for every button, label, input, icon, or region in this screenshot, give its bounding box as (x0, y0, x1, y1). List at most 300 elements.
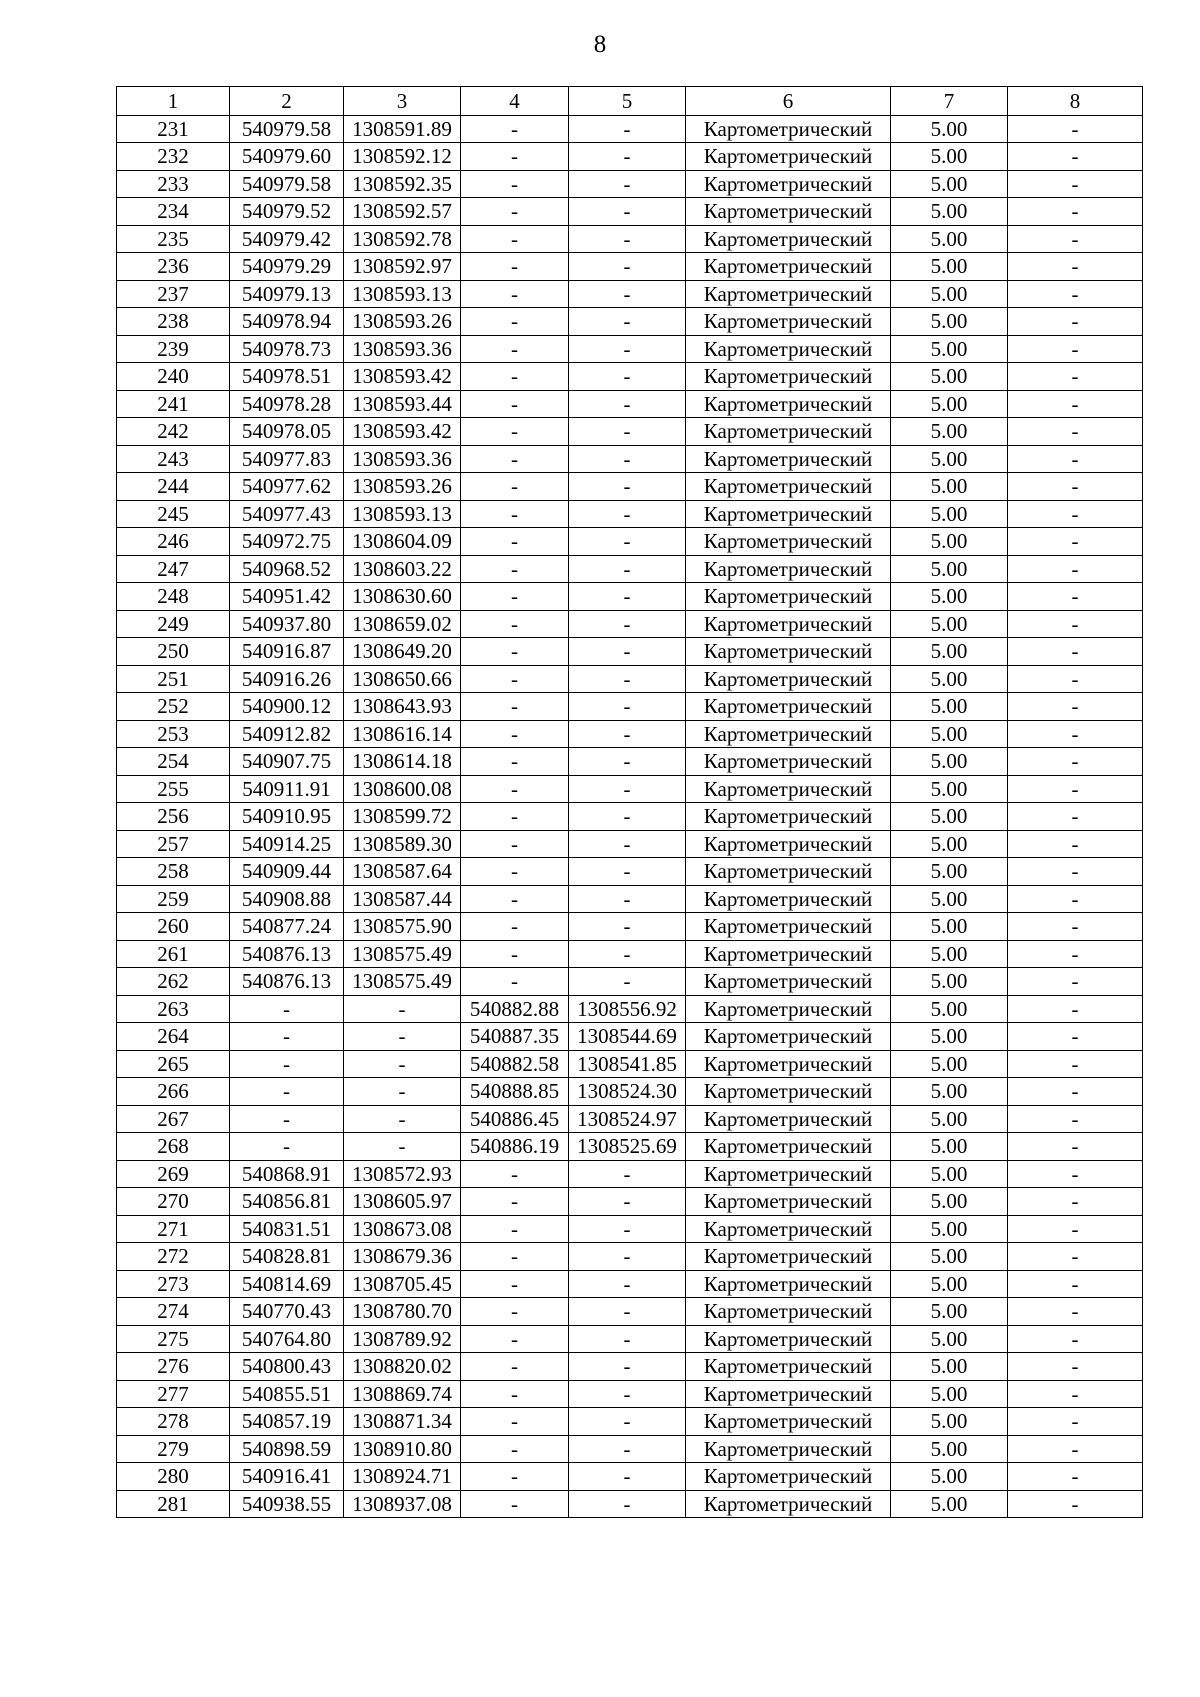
table-cell-col-2: 540978.28 (230, 390, 344, 418)
table-cell-col-6: Картометрический (686, 280, 891, 308)
table-cell-col-4: - (461, 968, 569, 996)
table-cell-col-6: Картометрический (686, 610, 891, 638)
table-cell-col-4: - (461, 830, 569, 858)
table-cell-col-4: - (461, 225, 569, 253)
table-cell-col-6: Картометрический (686, 968, 891, 996)
table-cell-col-7: 5.00 (891, 1215, 1008, 1243)
table-cell-col-8: - (1008, 528, 1143, 556)
table-cell-col-7: 5.00 (891, 803, 1008, 831)
table-cell-col-1: 259 (117, 885, 230, 913)
table-row (117, 775, 1143, 803)
table-cell-col-5: - (569, 693, 686, 721)
table-row (117, 1078, 1143, 1106)
table-cell-col-2: 540909.44 (230, 858, 344, 886)
table-cell-col-1: 235 (117, 225, 230, 253)
table-cell-col-4: 540886.45 (461, 1105, 569, 1133)
table-cell-col-2: 540977.62 (230, 473, 344, 501)
table-cell-col-4: - (461, 115, 569, 143)
table-cell-col-1: 236 (117, 253, 230, 281)
table-cell-col-1: 233 (117, 170, 230, 198)
table-row (117, 528, 1143, 556)
table-cell-col-7: 5.00 (891, 528, 1008, 556)
table-cell-col-6: Картометрический (686, 1160, 891, 1188)
table-row (117, 1188, 1143, 1216)
table-cell-col-6: Картометрический (686, 308, 891, 336)
table-cell-col-6: Картометрический (686, 500, 891, 528)
table-cell-col-8: - (1008, 445, 1143, 473)
table-cell-col-5: - (569, 115, 686, 143)
table-cell-col-2: 540916.26 (230, 665, 344, 693)
table-row (117, 445, 1143, 473)
table-cell-col-5: - (569, 1298, 686, 1326)
table-row (117, 1325, 1143, 1353)
table-cell-col-5: - (569, 885, 686, 913)
table-cell-col-3: 1308604.09 (344, 528, 461, 556)
table-cell-col-7: 5.00 (891, 1380, 1008, 1408)
table-cell-col-8: - (1008, 363, 1143, 391)
table-cell-col-8: - (1008, 500, 1143, 528)
table-cell-col-2: - (230, 995, 344, 1023)
table-row (117, 913, 1143, 941)
table-cell-col-7: 5.00 (891, 225, 1008, 253)
table-row (117, 1105, 1143, 1133)
table-cell-col-4: - (461, 1380, 569, 1408)
table-cell-col-6: Картометрический (686, 885, 891, 913)
table-row (117, 803, 1143, 831)
table-cell-col-1: 254 (117, 748, 230, 776)
table-cell-col-2: 540979.29 (230, 253, 344, 281)
table-cell-col-8: - (1008, 775, 1143, 803)
table-cell-col-4: - (461, 418, 569, 446)
table-cell-col-4: - (461, 555, 569, 583)
table-cell-col-2: 540764.80 (230, 1325, 344, 1353)
table-cell-col-6: Картометрический (686, 1243, 891, 1271)
table-row (117, 225, 1143, 253)
table-cell-col-8: - (1008, 1380, 1143, 1408)
table-cell-col-2: 540979.60 (230, 143, 344, 171)
table-cell-col-6: Картометрический (686, 1215, 891, 1243)
table-cell-col-6: Картометрический (686, 720, 891, 748)
table-cell-col-8: - (1008, 665, 1143, 693)
table-row (117, 885, 1143, 913)
table-cell-col-2: 540831.51 (230, 1215, 344, 1243)
table-row (117, 1435, 1143, 1463)
table-cell-col-3: - (344, 995, 461, 1023)
table-cell-col-5: - (569, 1380, 686, 1408)
table-cell-col-5: - (569, 638, 686, 666)
table-row (117, 253, 1143, 281)
table-row (117, 1243, 1143, 1271)
table-cell-col-7: 5.00 (891, 1188, 1008, 1216)
table-cell-col-7: 5.00 (891, 390, 1008, 418)
table-cell-col-4: - (461, 1435, 569, 1463)
table-cell-col-1: 232 (117, 143, 230, 171)
table-cell-col-1: 274 (117, 1298, 230, 1326)
table-cell-col-8: - (1008, 418, 1143, 446)
table-cell-col-3: - (344, 1133, 461, 1161)
table-cell-col-2: - (230, 1050, 344, 1078)
table-cell-col-6: Картометрический (686, 1353, 891, 1381)
table-cell-col-4: - (461, 253, 569, 281)
table-cell-col-6: Картометрический (686, 363, 891, 391)
table-cell-col-7: 5.00 (891, 1270, 1008, 1298)
table-row (117, 940, 1143, 968)
table-cell-col-1: 238 (117, 308, 230, 336)
table-cell-col-8: - (1008, 995, 1143, 1023)
table-cell-col-3: 1308593.13 (344, 280, 461, 308)
table-cell-col-4: - (461, 445, 569, 473)
table-cell-col-2: - (230, 1105, 344, 1133)
table-cell-col-5: 1308541.85 (569, 1050, 686, 1078)
table-cell-col-1: 267 (117, 1105, 230, 1133)
table-cell-col-4: - (461, 1188, 569, 1216)
column-header-2: 2 (230, 87, 344, 116)
table-cell-col-6: Картометрический (686, 995, 891, 1023)
table-cell-col-6: Картометрический (686, 115, 891, 143)
table-cell-col-4: - (461, 390, 569, 418)
table-cell-col-3: 1308593.26 (344, 308, 461, 336)
table-cell-col-3: 1308643.93 (344, 693, 461, 721)
table-cell-col-4: - (461, 748, 569, 776)
table-cell-col-6: Картометрический (686, 1133, 891, 1161)
table-cell-col-5: - (569, 1435, 686, 1463)
table-cell-col-2: 540868.91 (230, 1160, 344, 1188)
table-cell-col-4: 540882.88 (461, 995, 569, 1023)
table-cell-col-2: 540877.24 (230, 913, 344, 941)
table-cell-col-4: - (461, 583, 569, 611)
table-cell-col-7: 5.00 (891, 1435, 1008, 1463)
table-cell-col-5: - (569, 940, 686, 968)
table-cell-col-1: 262 (117, 968, 230, 996)
table-row (117, 390, 1143, 418)
table-cell-col-4: - (461, 1298, 569, 1326)
table-cell-col-1: 266 (117, 1078, 230, 1106)
table-cell-col-1: 279 (117, 1435, 230, 1463)
table-cell-col-4: - (461, 638, 569, 666)
table-row (117, 500, 1143, 528)
table-cell-col-8: - (1008, 1353, 1143, 1381)
table-cell-col-1: 270 (117, 1188, 230, 1216)
table-cell-col-1: 263 (117, 995, 230, 1023)
table-cell-col-7: 5.00 (891, 913, 1008, 941)
table-cell-col-4: - (461, 335, 569, 363)
table-cell-col-3: 1308575.90 (344, 913, 461, 941)
table-row (117, 693, 1143, 721)
table-cell-col-5: - (569, 363, 686, 391)
table-cell-col-3: 1308592.57 (344, 198, 461, 226)
table-cell-col-3: 1308587.44 (344, 885, 461, 913)
table-cell-col-2: 540907.75 (230, 748, 344, 776)
table-cell-col-5: 1308544.69 (569, 1023, 686, 1051)
table-cell-col-8: - (1008, 720, 1143, 748)
table-cell-col-4: - (461, 170, 569, 198)
table-cell-col-7: 5.00 (891, 665, 1008, 693)
table-row (117, 858, 1143, 886)
table-header (117, 87, 1143, 116)
table-cell-col-1: 277 (117, 1380, 230, 1408)
table-cell-col-1: 243 (117, 445, 230, 473)
table-cell-col-3: 1308603.22 (344, 555, 461, 583)
table-cell-col-6: Картометрический (686, 253, 891, 281)
table-cell-col-1: 252 (117, 693, 230, 721)
table-cell-col-5: - (569, 555, 686, 583)
column-header-3: 3 (344, 87, 461, 116)
table-cell-col-8: - (1008, 885, 1143, 913)
column-header-4: 4 (461, 87, 569, 116)
table-cell-col-2: 540900.12 (230, 693, 344, 721)
table-row (117, 1133, 1143, 1161)
table-cell-col-4: 540888.85 (461, 1078, 569, 1106)
table-cell-col-1: 265 (117, 1050, 230, 1078)
table-cell-col-8: - (1008, 1188, 1143, 1216)
table-cell-col-4: - (461, 610, 569, 638)
table-row (117, 335, 1143, 363)
table-cell-col-7: 5.00 (891, 418, 1008, 446)
table-row (117, 198, 1143, 226)
table-cell-col-7: 5.00 (891, 473, 1008, 501)
table-cell-col-3: - (344, 1078, 461, 1106)
table-cell-col-8: - (1008, 748, 1143, 776)
table-cell-col-6: Картометрический (686, 170, 891, 198)
table-cell-col-3: 1308599.72 (344, 803, 461, 831)
table-cell-col-2: 540968.52 (230, 555, 344, 583)
table-cell-col-6: Картометрический (686, 198, 891, 226)
table-cell-col-3: 1308593.26 (344, 473, 461, 501)
table-row (117, 665, 1143, 693)
table-cell-col-3: 1308705.45 (344, 1270, 461, 1298)
table-cell-col-7: 5.00 (891, 748, 1008, 776)
table-cell-col-5: - (569, 253, 686, 281)
table-row (117, 143, 1143, 171)
table-cell-col-7: 5.00 (891, 308, 1008, 336)
table-cell-col-2: 540828.81 (230, 1243, 344, 1271)
table-cell-col-7: 5.00 (891, 1243, 1008, 1271)
table-cell-col-6: Картометрический (686, 1078, 891, 1106)
table-cell-col-6: Картометрический (686, 1188, 891, 1216)
table-cell-col-3: 1308937.08 (344, 1490, 461, 1518)
table-cell-col-6: Картометрический (686, 1463, 891, 1491)
table-cell-col-7: 5.00 (891, 280, 1008, 308)
table-cell-col-6: Картометрический (686, 913, 891, 941)
table-cell-col-8: - (1008, 1078, 1143, 1106)
table-cell-col-8: - (1008, 473, 1143, 501)
table-cell-col-5: - (569, 610, 686, 638)
table-cell-col-3: 1308592.78 (344, 225, 461, 253)
table-cell-col-7: 5.00 (891, 995, 1008, 1023)
table-cell-col-4: 540887.35 (461, 1023, 569, 1051)
table-row (117, 1490, 1143, 1518)
table-cell-col-1: 268 (117, 1133, 230, 1161)
table-cell-col-5: - (569, 1243, 686, 1271)
table-cell-col-4: - (461, 143, 569, 171)
table-row (117, 720, 1143, 748)
table-row (117, 1050, 1143, 1078)
table-cell-col-1: 255 (117, 775, 230, 803)
table-cell-col-8: - (1008, 1408, 1143, 1436)
table-cell-col-8: - (1008, 858, 1143, 886)
table-cell-col-7: 5.00 (891, 885, 1008, 913)
table-cell-col-1: 248 (117, 583, 230, 611)
table-cell-col-6: Картометрический (686, 225, 891, 253)
table-cell-col-4: - (461, 528, 569, 556)
table-cell-col-8: - (1008, 1298, 1143, 1326)
table-cell-col-1: 276 (117, 1353, 230, 1381)
table-row (117, 473, 1143, 501)
table-cell-col-6: Картометрический (686, 638, 891, 666)
table-cell-col-5: 1308524.30 (569, 1078, 686, 1106)
table-cell-col-4: - (461, 500, 569, 528)
table-row (117, 748, 1143, 776)
table-cell-col-5: - (569, 1270, 686, 1298)
table-cell-col-7: 5.00 (891, 1325, 1008, 1353)
table-row (117, 610, 1143, 638)
table-cell-col-8: - (1008, 390, 1143, 418)
table-cell-col-8: - (1008, 693, 1143, 721)
table-cell-col-3: 1308789.92 (344, 1325, 461, 1353)
table-cell-col-7: 5.00 (891, 638, 1008, 666)
table-cell-col-3: 1308592.12 (344, 143, 461, 171)
table-row (117, 170, 1143, 198)
table-cell-col-3: 1308592.35 (344, 170, 461, 198)
table-cell-col-6: Картометрический (686, 1490, 891, 1518)
table-cell-col-6: Картометрический (686, 1408, 891, 1436)
table-row (117, 1215, 1143, 1243)
table-cell-col-6: Картометрический (686, 390, 891, 418)
table-cell-col-3: 1308589.30 (344, 830, 461, 858)
table-cell-col-3: 1308820.02 (344, 1353, 461, 1381)
table-row (117, 1380, 1143, 1408)
table-cell-col-1: 260 (117, 913, 230, 941)
table-cell-col-1: 245 (117, 500, 230, 528)
table-cell-col-6: Картометрический (686, 693, 891, 721)
table-row (117, 638, 1143, 666)
table-cell-col-3: 1308593.42 (344, 418, 461, 446)
table-cell-col-2: 540800.43 (230, 1353, 344, 1381)
table-cell-col-1: 246 (117, 528, 230, 556)
table-cell-col-5: - (569, 528, 686, 556)
table-cell-col-4: - (461, 1463, 569, 1491)
table-cell-col-8: - (1008, 1270, 1143, 1298)
table-cell-col-2: 540978.73 (230, 335, 344, 363)
table-cell-col-2: 540914.25 (230, 830, 344, 858)
table-cell-col-8: - (1008, 583, 1143, 611)
table-cell-col-5: - (569, 803, 686, 831)
table-cell-col-6: Картометрический (686, 803, 891, 831)
table-cell-col-1: 249 (117, 610, 230, 638)
table-cell-col-5: - (569, 1325, 686, 1353)
table-cell-col-8: - (1008, 1133, 1143, 1161)
table-cell-col-2: 540908.88 (230, 885, 344, 913)
table-cell-col-2: - (230, 1133, 344, 1161)
table-cell-col-7: 5.00 (891, 1298, 1008, 1326)
table-cell-col-2: 540912.82 (230, 720, 344, 748)
table-cell-col-1: 273 (117, 1270, 230, 1298)
table-cell-col-5: - (569, 1215, 686, 1243)
table-cell-col-4: - (461, 858, 569, 886)
table-cell-col-5: - (569, 390, 686, 418)
table-cell-col-7: 5.00 (891, 940, 1008, 968)
table-cell-col-2: 540938.55 (230, 1490, 344, 1518)
table-cell-col-6: Картометрический (686, 1380, 891, 1408)
table-cell-col-6: Картометрический (686, 1023, 891, 1051)
table-cell-col-5: - (569, 748, 686, 776)
table-cell-col-6: Картометрический (686, 940, 891, 968)
table-cell-col-4: - (461, 363, 569, 391)
table-cell-col-3: 1308592.97 (344, 253, 461, 281)
table-cell-col-8: - (1008, 1325, 1143, 1353)
table-cell-col-5: - (569, 1408, 686, 1436)
table-cell-col-5: - (569, 1188, 686, 1216)
table-cell-col-3: 1308679.36 (344, 1243, 461, 1271)
table-cell-col-4: - (461, 1270, 569, 1298)
table-cell-col-7: 5.00 (891, 720, 1008, 748)
table-cell-col-5: - (569, 1463, 686, 1491)
table-cell-col-2: 540978.51 (230, 363, 344, 391)
table-row (117, 308, 1143, 336)
table-cell-col-5: - (569, 583, 686, 611)
table-cell-col-2: 540770.43 (230, 1298, 344, 1326)
table-cell-col-8: - (1008, 115, 1143, 143)
table-cell-col-5: - (569, 335, 686, 363)
table-cell-col-8: - (1008, 1435, 1143, 1463)
table-cell-col-8: - (1008, 610, 1143, 638)
table-cell-col-3: 1308869.74 (344, 1380, 461, 1408)
table-cell-col-7: 5.00 (891, 500, 1008, 528)
table-row (117, 280, 1143, 308)
table-cell-col-5: - (569, 720, 686, 748)
table-cell-col-2: 540898.59 (230, 1435, 344, 1463)
table-cell-col-1: 258 (117, 858, 230, 886)
header-row (117, 87, 1143, 116)
table-cell-col-6: Картометрический (686, 143, 891, 171)
table-cell-col-1: 264 (117, 1023, 230, 1051)
table-cell-col-1: 257 (117, 830, 230, 858)
table-cell-col-2: 540979.13 (230, 280, 344, 308)
table-cell-col-4: - (461, 1353, 569, 1381)
table-cell-col-4: - (461, 803, 569, 831)
table-cell-col-8: - (1008, 830, 1143, 858)
table-row (117, 115, 1143, 143)
table-cell-col-6: Картометрический (686, 445, 891, 473)
table-cell-col-1: 247 (117, 555, 230, 583)
table-cell-col-5: - (569, 665, 686, 693)
table-row (117, 555, 1143, 583)
table-cell-col-1: 239 (117, 335, 230, 363)
table-row (117, 830, 1143, 858)
table-cell-col-4: 540882.58 (461, 1050, 569, 1078)
table-cell-col-2: 540855.51 (230, 1380, 344, 1408)
table-cell-col-6: Картометрический (686, 528, 891, 556)
table-cell-col-7: 5.00 (891, 1105, 1008, 1133)
table-cell-col-7: 5.00 (891, 363, 1008, 391)
table-cell-col-7: 5.00 (891, 1078, 1008, 1106)
table-cell-col-3: 1308780.70 (344, 1298, 461, 1326)
table-cell-col-5: - (569, 858, 686, 886)
table-cell-col-4: - (461, 940, 569, 968)
table-cell-col-3: 1308614.18 (344, 748, 461, 776)
table-cell-col-8: - (1008, 803, 1143, 831)
table-row (117, 1408, 1143, 1436)
table-cell-col-4: - (461, 693, 569, 721)
table-cell-col-3: 1308650.66 (344, 665, 461, 693)
column-header-6: 6 (686, 87, 891, 116)
table-cell-col-1: 281 (117, 1490, 230, 1518)
table-cell-col-3: - (344, 1050, 461, 1078)
table-cell-col-8: - (1008, 638, 1143, 666)
table-cell-col-2: 540979.58 (230, 170, 344, 198)
table-cell-col-7: 5.00 (891, 830, 1008, 858)
table-cell-col-5: - (569, 500, 686, 528)
